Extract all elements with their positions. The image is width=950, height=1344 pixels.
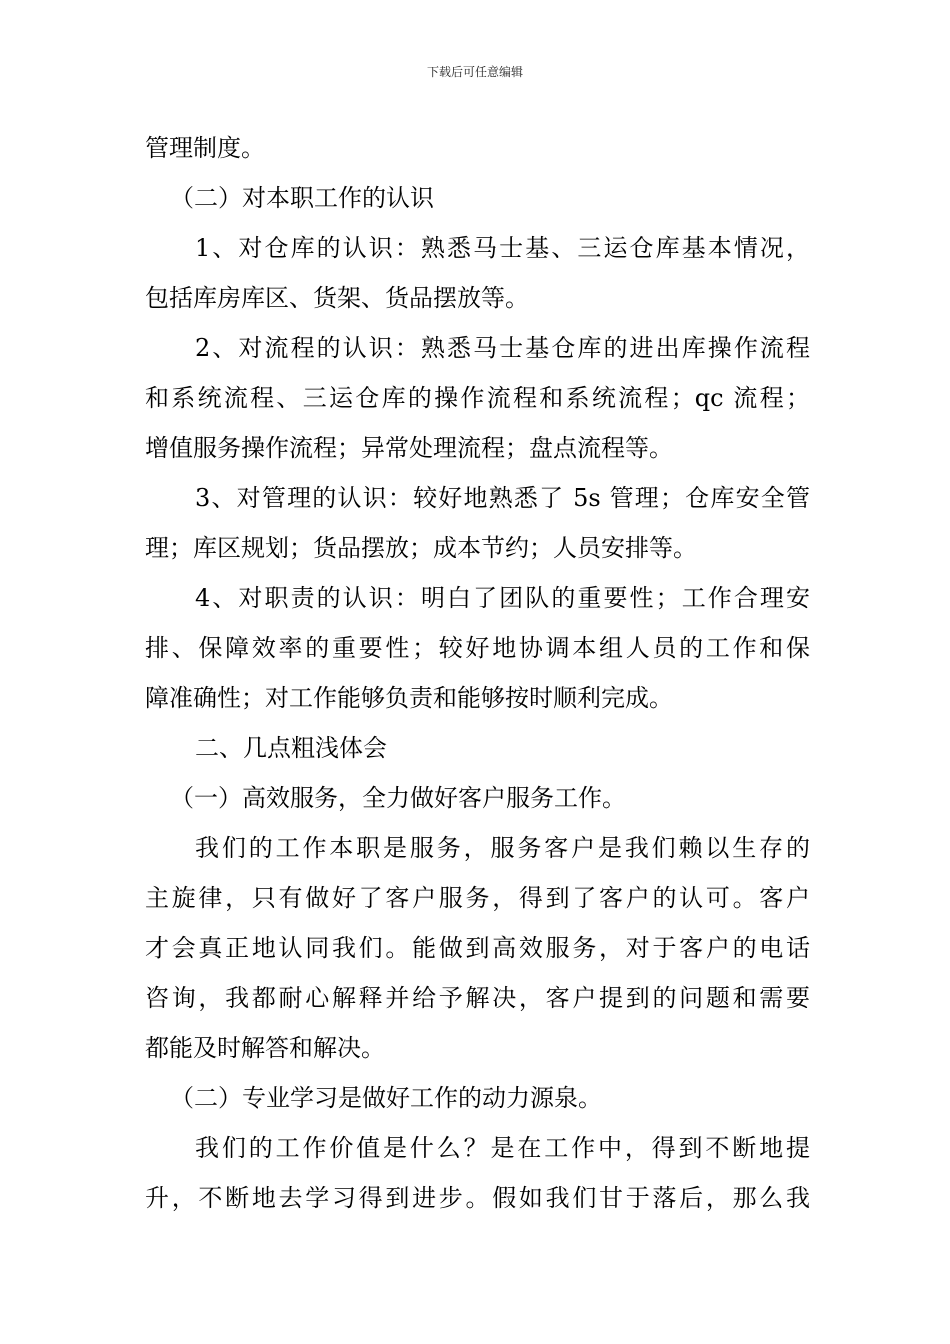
body-line: 3、对管理的认识：较好地熟悉了 5s 管理；仓库安全管 <box>195 484 810 512</box>
section-heading: 二、几点粗浅体会 <box>195 734 387 762</box>
page-header: 下载后可任意编辑 <box>426 65 523 79</box>
body-line: 排、保障效率的重要性；较好地协调本组人员的工作和保 <box>145 634 810 662</box>
body-line: 2、对流程的认识：熟悉马士基仓库的进出库操作流程 <box>195 334 810 362</box>
body-line: 升，不断地去学习得到进步。假如我们甘于落后，那么我 <box>145 1184 810 1212</box>
body-line: 包括库房库区、货架、货品摆放等。 <box>145 284 529 312</box>
subheading-line: （二）对本职工作的认识 <box>170 184 434 212</box>
body-line: 障准确性；对工作能够负责和能够按时顺利完成。 <box>145 684 673 712</box>
body-line: 主旋律，只有做好了客户服务，得到了客户的认可。客户 <box>145 884 810 912</box>
body-line: 我们的工作本职是服务，服务客户是我们赖以生存的 <box>195 834 810 862</box>
subheading-line: （二）专业学习是做好工作的动力源泉。 <box>170 1084 602 1112</box>
body-line: 4、对职责的认识：明白了团队的重要性；工作合理安 <box>195 584 810 612</box>
body-line: 理；库区规划；货品摆放；成本节约；人员安排等。 <box>145 534 697 562</box>
body-line: 管理制度。 <box>145 134 265 162</box>
body-line: 都能及时解答和解决。 <box>145 1034 385 1062</box>
body-line: 增值服务操作流程；异常处理流程；盘点流程等。 <box>145 434 673 462</box>
body-line: 和系统流程、三运仓库的操作流程和系统流程；qc 流程； <box>145 384 810 412</box>
body-line: 咨询，我都耐心解释并给予解决，客户提到的问题和需要 <box>145 984 810 1012</box>
subheading-line: （一）高效服务，全力做好客户服务工作。 <box>170 784 626 812</box>
body-line: 1、对仓库的认识：熟悉马士基、三运仓库基本情况， <box>195 234 810 262</box>
body-line: 我们的工作价值是什么？是在工作中，得到不断地提 <box>195 1134 810 1162</box>
body-line: 才会真正地认同我们。能做到高效服务，对于客户的电话 <box>145 934 810 962</box>
